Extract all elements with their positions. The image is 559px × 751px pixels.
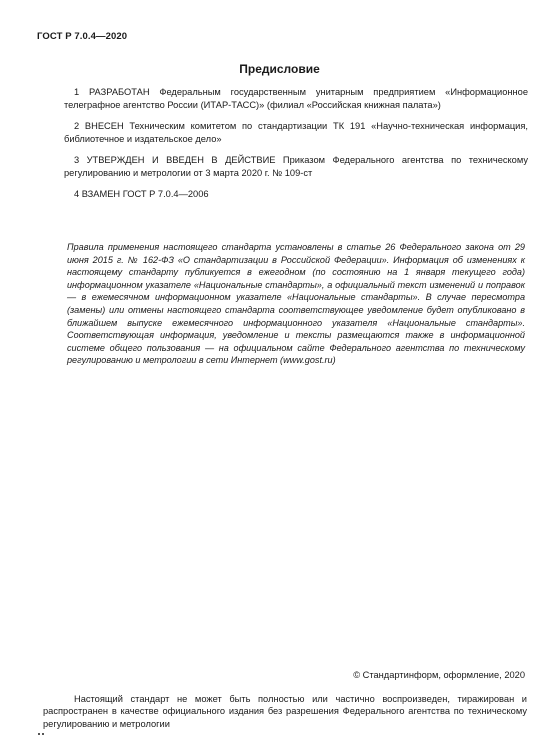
application-rules-note: Правила применения настоящего стандарта установлены в статье 26 Федерального закона от 29 июня 2015 г. № 162-ФЗ «О стандартизации в Российской Федерации». Информация об изменениях к настоящему стандарту публикуется в ежегодном (по состоянию на 1 января текущего года) информационном указателе «Национальные стандарты», а официальный текст изменений и поправок — в ежемесячном информационном указателе «Национальные стандарты». В случае пересмотра (замены) или отмены настоящего стандарта соответствующее уведомление будет опубликовано в ближайшем выпуске ежемесячного информационного указателя «Национальные стандарты». Соответствующая информация, уведомление и тексты размещаются также в информационной системе общего пользования — на официальном сайте Федерального агентства по техническому регулированию и метрологии в сети Интернет (www.gost.ru) (67, 242, 525, 366)
dot-marks (38, 733, 48, 736)
page-title: Предисловие (239, 62, 320, 76)
reproduction-notice: Настоящий стандарт не может быть полностью или частично воспроизведен, тиражирован и распространен в качестве официального издания без разрешения Федерального агентства по техническому регулированию и метрологии (43, 694, 527, 729)
copyright-notice: © Стандартинформ, оформление, 2020 (353, 670, 525, 680)
preface-item-4: 4 ВЗАМЕН ГОСТ Р 7.0.4—2006 (74, 189, 209, 199)
document-code: ГОСТ Р 7.0.4—2020 (37, 31, 128, 42)
preface-item-1: 1 РАЗРАБОТАН Федеральным государственным унитарным предприятием «Информационное телеграфное агентство России (ИТАР-ТАСС)» (филиал «Российская книжная палата») (64, 87, 528, 111)
preface-item-3: 3 УТВЕРЖДЕН И ВВЕДЕН В ДЕЙСТВИЕ Приказом Федерального агентства по техническому регулированию и метрологии от 3 марта 2020 г. № 109-ст (64, 155, 528, 179)
preface-item-2: 2 ВНЕСЕН Техническим комитетом по стандартизации ТК 191 «Научно-техническая информация, библиотечное и издательское дело» (64, 121, 528, 145)
